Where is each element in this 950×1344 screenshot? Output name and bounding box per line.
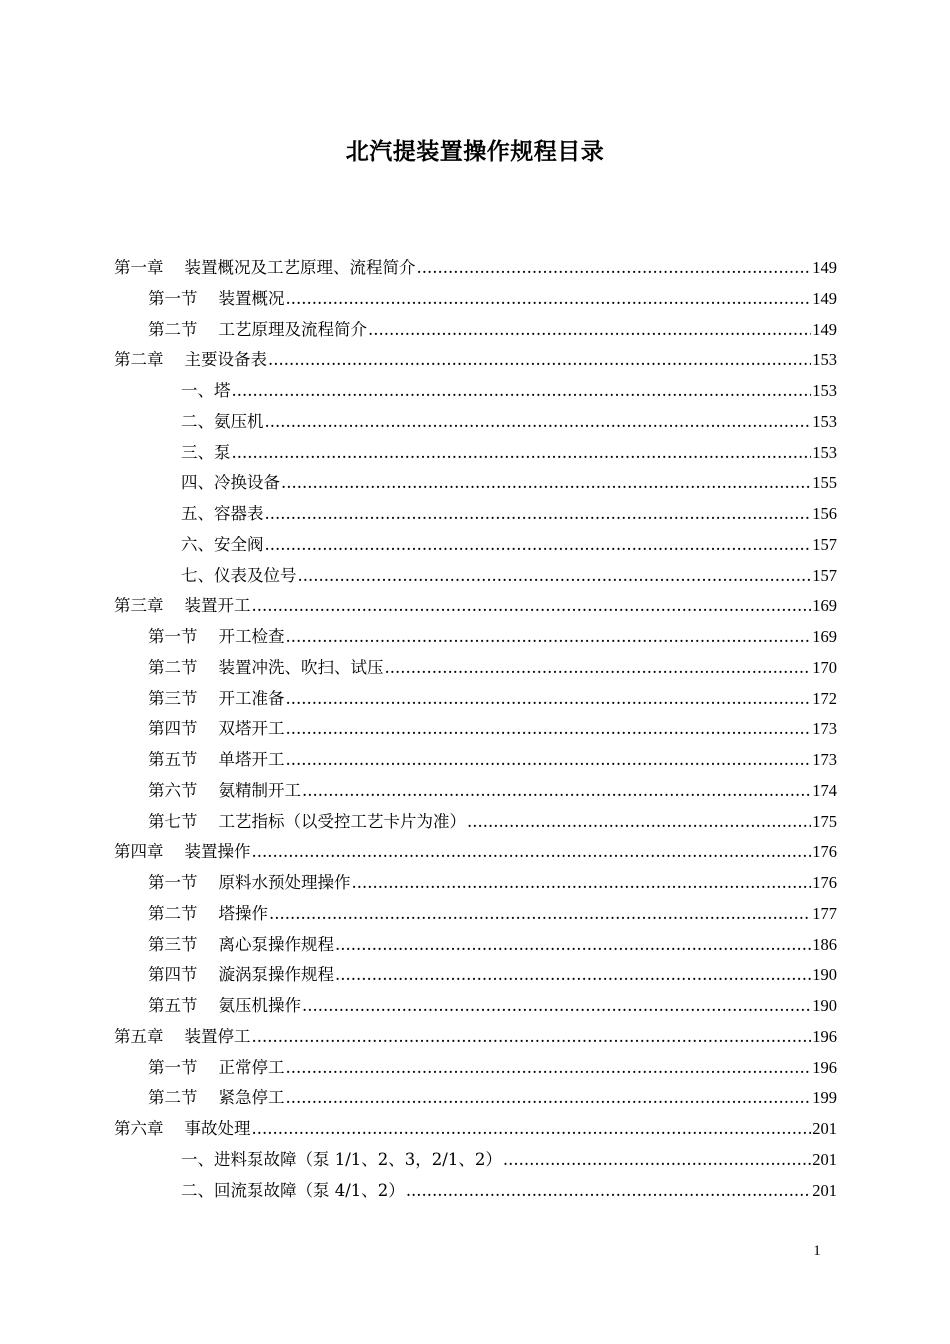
toc-entry-number: 第七节 <box>148 811 198 831</box>
toc-dot-leader <box>286 714 812 745</box>
toc-entry-page: 153 <box>812 350 837 370</box>
toc-dot-leader <box>352 868 812 899</box>
toc-entry-number: 第二节 <box>148 319 198 339</box>
toc-dot-leader <box>252 1114 812 1145</box>
toc-entry-title: 装置操作 <box>184 842 251 862</box>
toc-entry[interactable] <box>114 745 837 776</box>
toc-entry-page: 149 <box>812 288 837 308</box>
toc-dot-leader <box>252 591 812 622</box>
page-number: 1 <box>813 1243 821 1259</box>
toc-entry-title: 离心泵操作规程 <box>218 934 334 954</box>
toc-entry-page: 196 <box>812 1057 837 1077</box>
toc-entry[interactable] <box>114 561 837 592</box>
toc-dot-leader <box>406 1176 811 1207</box>
toc-entry-page: 157 <box>812 534 837 554</box>
toc-dot-leader <box>417 253 812 284</box>
toc-entry-title: 二、氨压机 <box>181 411 264 431</box>
toc-entry-page: 199 <box>812 1088 837 1108</box>
toc-dot-leader <box>268 345 811 376</box>
toc-entry-page: 190 <box>812 965 837 985</box>
toc-entry[interactable] <box>114 868 837 899</box>
toc-dot-leader <box>252 1022 812 1053</box>
toc-entry-title: 主要设备表 <box>184 350 267 370</box>
toc-entry-number: 第三节 <box>148 934 198 954</box>
toc-entry[interactable] <box>114 284 837 315</box>
toc-entry[interactable] <box>114 468 837 499</box>
toc-entry-title: 装置冲洗、吹扫、试压 <box>218 657 384 677</box>
toc-entry-page: 172 <box>812 688 837 708</box>
toc-entry-title: 双塔开工 <box>218 719 285 739</box>
toc-entry-page: 176 <box>812 842 837 862</box>
toc-entry-page: 173 <box>812 750 837 769</box>
toc-entry[interactable] <box>114 991 837 1022</box>
toc-entry-title: 六、安全阀 <box>181 534 264 554</box>
toc-entry-title: 单塔开工 <box>218 750 285 769</box>
toc-entry-number: 第五章 <box>114 1026 164 1046</box>
toc-entry-number: 第六章 <box>114 1119 164 1138</box>
toc-dot-leader <box>302 776 811 807</box>
toc-entry-title: 二、回流泵故障（泵 4/1、2） <box>181 1180 405 1200</box>
toc-entry-number: 第六节 <box>148 780 198 800</box>
toc-dot-leader <box>368 315 811 346</box>
toc-entry-number: 第二节 <box>148 657 198 677</box>
toc-entry[interactable] <box>114 776 837 807</box>
toc-entry-title: 装置停工 <box>184 1026 251 1046</box>
toc-entry[interactable] <box>114 1053 837 1084</box>
toc-entry-number: 第二章 <box>114 350 164 370</box>
toc-dot-leader <box>269 899 811 930</box>
toc-dot-leader <box>467 807 811 838</box>
toc-entry-page: 169 <box>812 627 837 646</box>
toc-entry-page: 201 <box>812 1180 837 1200</box>
toc-entry-number: 第四节 <box>148 965 198 985</box>
toc-entry[interactable] <box>114 315 837 346</box>
toc-entry[interactable] <box>114 591 837 622</box>
toc-entry[interactable] <box>114 960 837 991</box>
toc-entry[interactable] <box>114 837 837 868</box>
toc-entry-number: 第一节 <box>148 873 198 892</box>
toc-entry-page: 153 <box>812 442 837 462</box>
toc-entry-page: 173 <box>812 719 837 739</box>
toc-dot-leader <box>298 561 812 592</box>
toc-entry-title: 装置开工 <box>184 596 251 616</box>
toc-entry-title: 正常停工 <box>218 1057 285 1077</box>
toc-entry[interactable] <box>114 1145 837 1176</box>
toc-entry-page: 196 <box>812 1026 837 1046</box>
toc-entry[interactable] <box>114 253 837 284</box>
toc-entry-page: 176 <box>812 873 837 892</box>
toc-dot-leader <box>232 438 812 469</box>
toc-dot-leader <box>286 1053 812 1084</box>
toc-entry-title: 事故处理 <box>184 1119 251 1138</box>
toc-entry[interactable] <box>114 530 837 561</box>
toc-entry[interactable] <box>114 714 837 745</box>
toc-entry[interactable] <box>114 376 837 407</box>
toc-entry-title: 一、塔 <box>181 381 231 400</box>
toc-entry[interactable] <box>114 622 837 653</box>
toc-entry-number: 第五节 <box>148 750 198 769</box>
toc-entry-number: 第一节 <box>148 627 198 646</box>
toc-entry[interactable] <box>114 1083 837 1114</box>
toc-dot-leader <box>302 991 811 1022</box>
toc-entry[interactable] <box>114 345 837 376</box>
toc-entry-title: 原料水预处理操作 <box>218 873 351 892</box>
toc-entry-page: 177 <box>812 903 837 923</box>
toc-entry-title: 塔操作 <box>218 903 268 923</box>
toc-dot-leader <box>286 1083 812 1114</box>
toc-entry-title: 工艺指标（以受控工艺卡片为准） <box>218 811 466 831</box>
toc-entry-title: 开工准备 <box>218 688 285 708</box>
toc-entry-title: 一、进料泵故障（泵 1/1、2、3，2/1、2） <box>181 1149 502 1169</box>
toc-entry-title: 工艺原理及流程简介 <box>218 319 367 339</box>
toc-dot-leader <box>335 960 811 991</box>
toc-dot-leader <box>265 499 812 530</box>
toc-dot-leader <box>265 407 812 438</box>
toc-dot-leader <box>252 837 812 868</box>
toc-dot-leader <box>265 530 812 561</box>
toc-entry-page: 156 <box>812 504 837 523</box>
toc-dot-leader <box>503 1145 811 1176</box>
toc-entry-page: 155 <box>812 473 837 493</box>
toc-dot-leader <box>281 468 811 499</box>
toc-dot-leader <box>286 622 812 653</box>
toc-entry[interactable] <box>114 438 837 469</box>
toc-entry-page: 170 <box>812 657 837 677</box>
toc-entry-number: 第二节 <box>148 1088 198 1108</box>
toc-entry-title: 开工检查 <box>218 627 285 646</box>
toc-entry-title: 装置概况及工艺原理、流程简介 <box>184 258 416 277</box>
toc-entry-title: 氨压机操作 <box>218 996 301 1015</box>
toc-entry-number: 第三章 <box>114 596 164 616</box>
toc-dot-leader <box>286 284 812 315</box>
toc-dot-leader <box>335 930 811 961</box>
toc-entry-page: 186 <box>812 934 837 954</box>
toc-entry-title: 四、冷换设备 <box>181 473 280 493</box>
toc-entry-number: 第二节 <box>148 903 198 923</box>
toc-entry-number: 第一章 <box>114 258 164 277</box>
toc-entry[interactable] <box>114 499 837 530</box>
toc-dot-leader <box>385 653 812 684</box>
toc-entry-page: 169 <box>812 596 837 616</box>
toc-entry-number: 第三节 <box>148 688 198 708</box>
table-of-contents <box>114 253 837 1206</box>
toc-entry[interactable] <box>114 930 837 961</box>
toc-dot-leader <box>232 376 812 407</box>
toc-dot-leader <box>286 684 812 715</box>
toc-entry-number: 第四章 <box>114 842 164 862</box>
toc-entry-title: 漩涡泵操作规程 <box>218 965 334 985</box>
page-title: 北汽提装置操作规程目录 <box>345 138 605 165</box>
toc-entry-page: 201 <box>812 1119 837 1138</box>
toc-entry-title: 装置概况 <box>218 288 285 308</box>
toc-entry-page: 157 <box>812 565 837 585</box>
toc-entry-title: 氨精制开工 <box>218 780 301 800</box>
toc-entry-title: 五、容器表 <box>181 504 264 523</box>
toc-entry-page: 149 <box>812 319 837 339</box>
toc-entry[interactable] <box>114 1114 837 1145</box>
toc-entry-number: 第一节 <box>148 1057 198 1077</box>
toc-entry-number: 第五节 <box>148 996 198 1015</box>
toc-entry-page: 153 <box>812 411 837 431</box>
toc-entry[interactable] <box>114 807 837 838</box>
toc-entry[interactable] <box>114 1022 837 1053</box>
toc-entry-title: 七、仪表及位号 <box>181 565 297 585</box>
toc-dot-leader <box>286 745 812 776</box>
toc-entry-page: 174 <box>812 780 837 800</box>
toc-entry[interactable] <box>114 1176 837 1207</box>
toc-entry-page: 190 <box>812 996 837 1015</box>
toc-entry[interactable] <box>114 899 837 930</box>
toc-entry-number: 第一节 <box>148 288 198 308</box>
toc-entry-page: 149 <box>812 258 837 277</box>
toc-entry-page: 175 <box>812 811 837 831</box>
toc-entry[interactable] <box>114 684 837 715</box>
toc-entry-number: 第四节 <box>148 719 198 739</box>
toc-entry[interactable] <box>114 653 837 684</box>
toc-entry-title: 三、泵 <box>181 442 231 462</box>
toc-entry-page: 153 <box>812 381 837 400</box>
toc-entry-page: 201 <box>812 1149 837 1169</box>
toc-entry[interactable] <box>114 407 837 438</box>
toc-entry-title: 紧急停工 <box>218 1088 285 1108</box>
